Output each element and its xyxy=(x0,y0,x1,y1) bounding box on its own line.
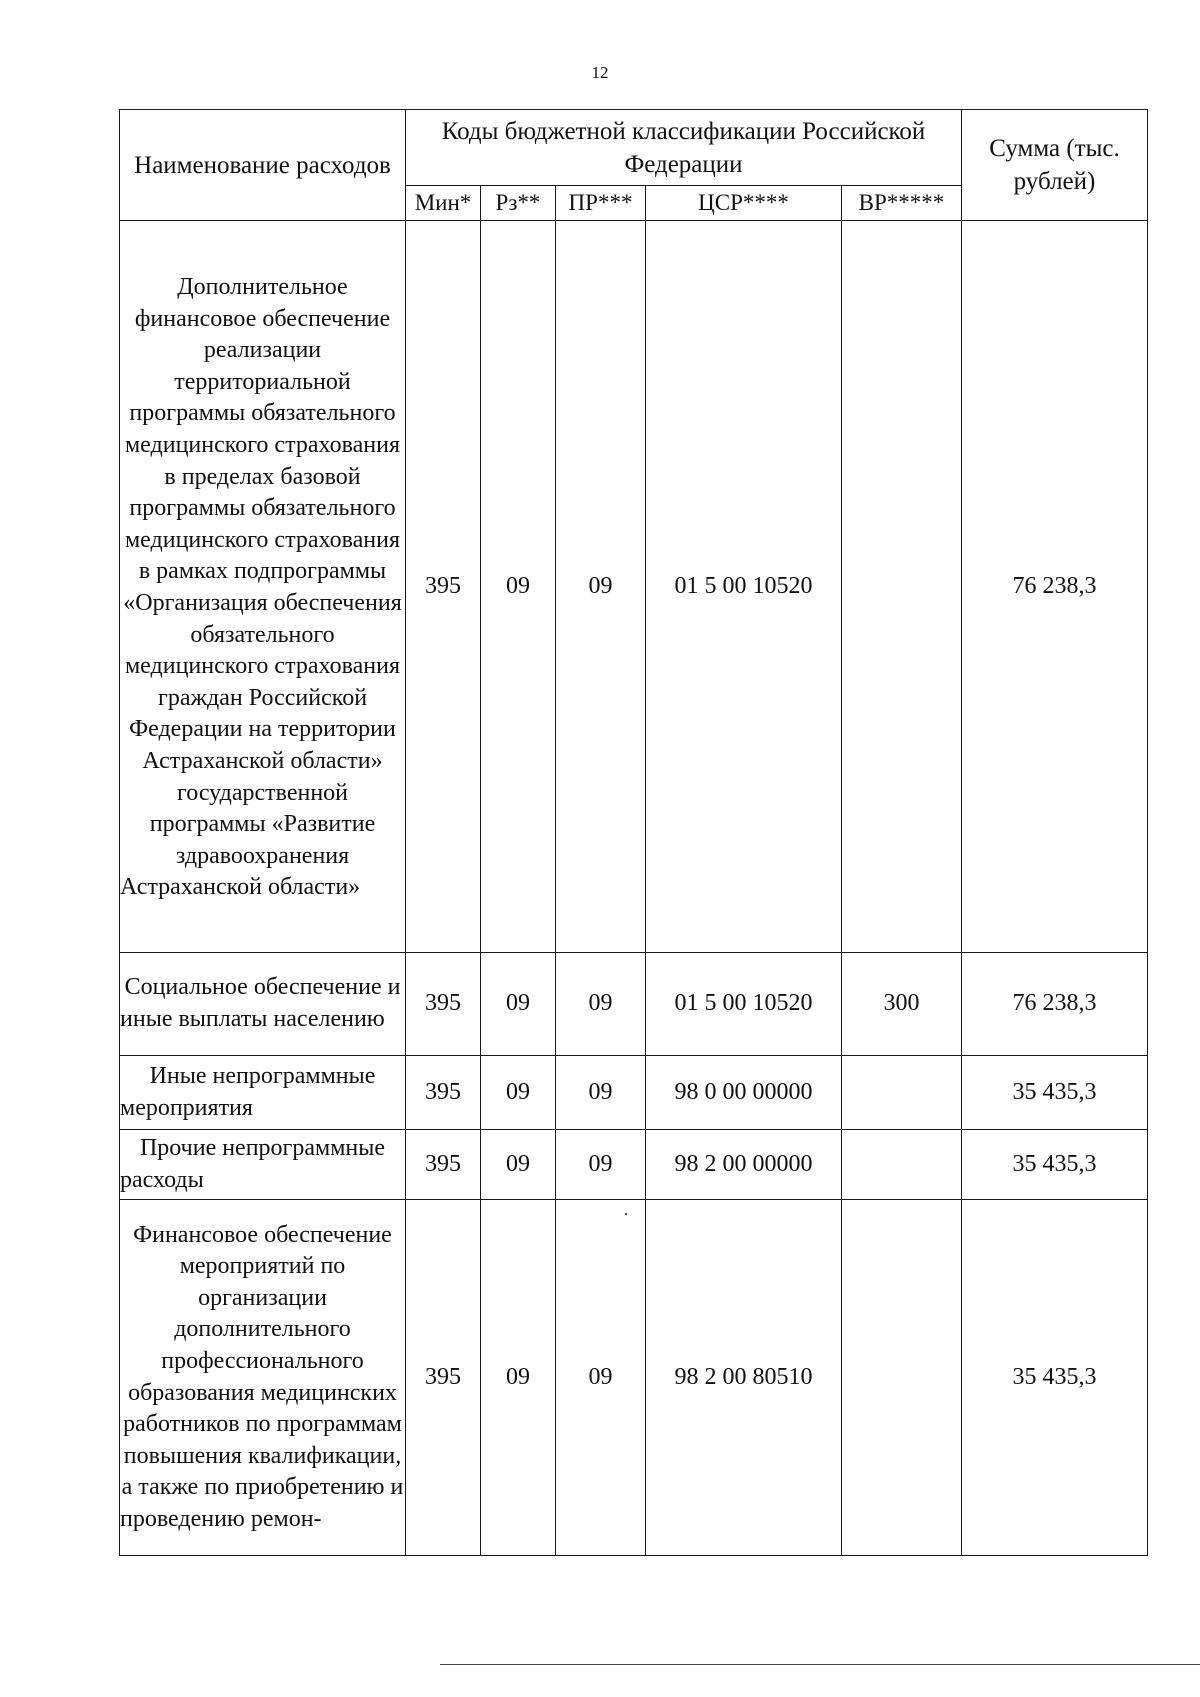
row-sum: 76 238,3 xyxy=(962,221,1148,953)
row-pr: 09 xyxy=(556,1200,646,1556)
header-sum: Сумма (тыс. рублей) xyxy=(962,110,1148,221)
row-sum: 76 238,3 xyxy=(962,953,1148,1056)
row-csr: 98 2 00 00000 xyxy=(646,1130,842,1200)
row-vr xyxy=(842,1056,962,1130)
table-row xyxy=(120,1130,1148,1200)
row-name: Социальное обеспечение и иные выплаты населению xyxy=(120,953,406,1056)
row-name: Иные непрограммные мероприятия xyxy=(120,1056,406,1130)
table-row xyxy=(120,1056,1148,1130)
row-vr: 300 xyxy=(842,953,962,1056)
row-sum: 35 435,3 xyxy=(962,1200,1148,1556)
row-csr: 01 5 00 10520 xyxy=(646,221,842,953)
row-pr: 09 xyxy=(556,221,646,953)
table-row xyxy=(120,953,1148,1056)
header-rz: Рз** xyxy=(481,186,556,221)
page-number: 12 xyxy=(591,63,609,82)
header-csr: ЦСР**** xyxy=(646,186,842,221)
row-name: Дополнительное финансовое обеспечение реализации территориальной программы обязательного медицинского страхования в пределах базовой программы обязательного медицинского страхования в рамках подпрограммы «Организация обеспечения обязательного медицинского страхования граждан Российской Федерации на территории Астраханской области» государственной программы «Развитие здравоохранения Астраханской области» xyxy=(120,221,406,953)
row-min: 395 xyxy=(406,221,481,953)
row-pr: 09 xyxy=(556,953,646,1056)
row-csr: 01 5 00 10520 xyxy=(646,953,842,1056)
header-min: Мин* xyxy=(406,186,481,221)
header-pr: ПР*** xyxy=(556,186,646,221)
footer-rule xyxy=(440,1664,1200,1665)
row-pr: 09 xyxy=(556,1056,646,1130)
row-rz: 09 xyxy=(481,953,556,1056)
row-name: Финансовое обеспечение мероприятий по организации дополнительного профессионального образования медицинских работников по программам повышения квалификации, а также по приобретению и проведению ремон- xyxy=(120,1200,406,1556)
row-pr: 09 xyxy=(556,1130,646,1200)
row-csr: 98 0 00 00000 xyxy=(646,1056,842,1130)
row-vr xyxy=(842,1130,962,1200)
row-rz: 09 xyxy=(481,1130,556,1200)
row-sum: 35 435,3 xyxy=(962,1130,1148,1200)
row-csr: 98 2 00 80510 xyxy=(646,1200,842,1556)
row-name: Прочие непрограммные расходы xyxy=(120,1130,406,1200)
row-vr xyxy=(842,221,962,953)
row-min: 395 xyxy=(406,1130,481,1200)
row-min: 395 xyxy=(406,1200,481,1556)
header-row xyxy=(120,110,1148,186)
row-min: 395 xyxy=(406,953,481,1056)
row-vr xyxy=(842,1200,962,1556)
header-vr: ВР***** xyxy=(842,186,962,221)
row-sum: 35 435,3 xyxy=(962,1056,1148,1130)
header-codes: Коды бюджетной классификации Российской Федерации xyxy=(406,110,962,186)
budget-table xyxy=(119,109,1148,1556)
row-rz: 09 xyxy=(481,1200,556,1556)
row-min: 395 xyxy=(406,1056,481,1130)
header-name: Наименование расходов xyxy=(120,110,406,221)
row-rz: 09 xyxy=(481,1056,556,1130)
table-row xyxy=(120,221,1148,953)
row-rz: 09 xyxy=(481,221,556,953)
table-row xyxy=(120,1200,1148,1556)
scan-speck xyxy=(625,1213,627,1215)
